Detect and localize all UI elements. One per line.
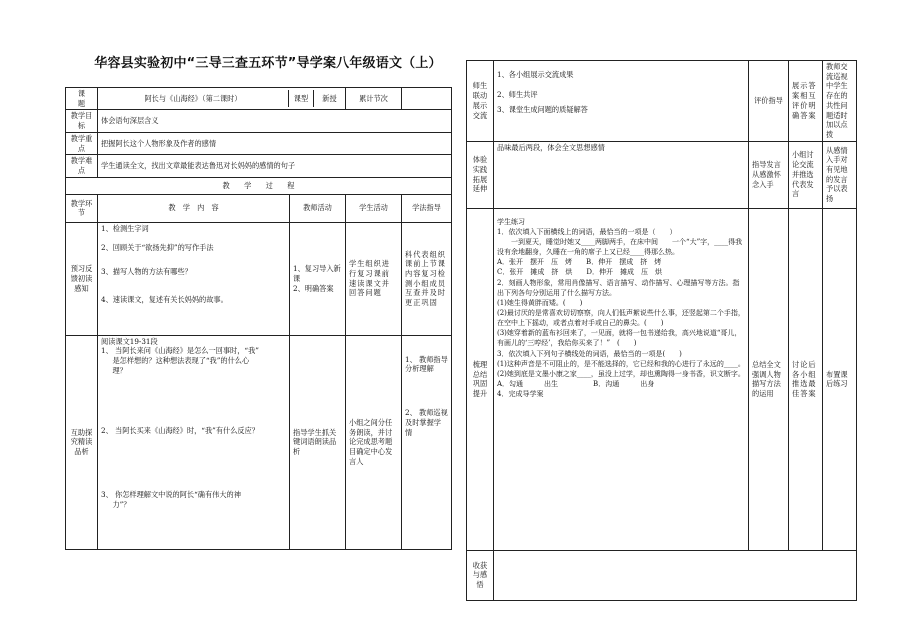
explore-row — [66, 335, 452, 549]
preview-stage: 预习反馈初读感知 — [66, 222, 98, 335]
explore-teacher: 指导学生抓关键词语朗读品析 — [290, 335, 346, 549]
consolidate-guide: 布置课后练习 — [823, 208, 857, 550]
experience-text: 品味最后两段，体会全文思想感情 — [494, 141, 749, 208]
process-header-row — [66, 177, 452, 194]
explore-student: 小组之间分任务朗读，并讨论完成思考题目确定中心发言人 — [346, 335, 402, 549]
interaction-content — [494, 61, 749, 142]
interaction-stage: 师生联动展示交流 — [467, 61, 494, 142]
explore-guide-item: 1、 教师指导分析理解 — [405, 354, 448, 374]
question-1-text: 一到夏天，睡觉时她又____两脚两手，在床中间 一个“大”字，____得我没有余地翻身，久睡在一角的席子上又已经____得那么热。 — [497, 238, 743, 257]
column-header-row — [66, 194, 452, 222]
left-lesson-plan-table — [65, 87, 452, 550]
key-label: 教学重点 — [66, 132, 98, 154]
question-2: 2．刻画人物形象，常用肖像描写、语言描写、动作描写、心理描写等方法。指出下列各句分别运用了什么描写方法。 — [497, 278, 740, 297]
col-content-header: 教 学 内 容 — [98, 194, 290, 222]
difficulty-text: 学生通读全文，找出文章最能表达鲁迅对长妈妈的感情的句子 — [98, 155, 452, 177]
preview-row — [66, 222, 452, 335]
course-type-value: 新授 — [313, 90, 345, 107]
question-1-option-ab: A．张开 摆开 压 烤 B．伸开 摆成 挤 烤 — [497, 258, 662, 267]
practice-title: 学生练习 — [497, 217, 525, 226]
col-student-header: 学生活动 — [346, 194, 402, 222]
preview-teacher: 1、复习导入新课 2、明确答案 — [290, 222, 346, 335]
consolidate-teacher: 总结全文强调人物描写方法的运用 — [749, 208, 789, 550]
key-row — [66, 132, 452, 154]
course-hours-label: 累计节次 — [346, 88, 402, 110]
consolidate-student: 讨论后各小组推选最佳答案 — [789, 208, 823, 550]
consolidate-content — [494, 208, 749, 550]
preview-content — [98, 222, 290, 335]
preview-student: 学生组织进行复习课前速读课文并回答问题 — [346, 222, 402, 335]
harvest-content — [494, 550, 857, 600]
interaction-note: 教师交流巡视中学生存在的共性问题适时加以点拨 — [823, 61, 857, 142]
question-4: 4．完成导学案 — [497, 390, 544, 399]
interaction-student: 展示答案相互评价明确答案 — [789, 61, 823, 142]
experience-teacher: 指导发言从感激怀念入手 — [749, 141, 789, 208]
process-header: 教 学 过 程 — [66, 177, 452, 194]
question-2-item: (3)她穿着新的蓝布衫回来了，一见面，就将一包书递给我，高兴地说道“哥儿，有画儿的‘三哼经’，我给你买来了！” ( ) — [497, 329, 742, 348]
interaction-item: 3、课堂生成问题的质疑解答 — [497, 105, 588, 115]
goal-label: 教学目标 — [66, 110, 98, 132]
interaction-row — [467, 61, 857, 142]
explore-stage: 互助探究精读品析 — [66, 335, 98, 549]
explore-intro: 阅读课文19-31段 — [101, 336, 158, 346]
course-row — [66, 88, 452, 110]
question-3-item: (2)她到底是文墨小康之家____，虽没上过学，却也熏陶得一身书香，识文断字。 — [497, 369, 745, 378]
explore-item: 3、 你怎样理解文中说的阿长“确有伟大的神 力”？ — [101, 490, 241, 510]
explore-guide-item: 2、 教师巡视及时掌握学情 — [405, 408, 448, 437]
question-3: 3．依次填入下列句子横线处的词语，最恰当的一项是( ) — [497, 349, 682, 358]
harvest-stage: 收获与感悟 — [467, 550, 494, 600]
explore-content — [98, 335, 290, 549]
question-2-item: (1)她生得黄胖而矮。( ) — [497, 298, 583, 307]
preview-guide: 科代表组织课前上节课内容复习检测小组成员互查并及时更正巩固 — [402, 222, 452, 335]
experience-stage: 体验实践拓展延伸 — [467, 141, 494, 208]
preview-item: 4、速读课文，复述有关长妈妈的故事。 — [101, 294, 228, 304]
explore-item: 2、 当阿长买来《山海经》时，“我”有什么反应？ — [101, 425, 259, 435]
course-type-label: 课型 — [293, 94, 309, 104]
consolidate-stage: 梳理总结巩固提升 — [467, 208, 494, 550]
course-hours-value — [402, 88, 452, 110]
key-text: 把握阿长这个人物形象及作者的感情 — [98, 132, 452, 154]
col-guide-header: 学法指导 — [402, 194, 452, 222]
col-stage-header: 教学环节 — [66, 194, 98, 222]
course-topic: 阿长与《山海经》（第二课时） — [144, 94, 242, 104]
question-3-options: A．勾通 出生 B．沟通 出身 — [497, 380, 655, 388]
consolidate-row — [467, 208, 857, 550]
course-label: 课 题 — [66, 88, 98, 110]
preview-item: 3、描写人物的方法有哪些？ — [101, 267, 192, 277]
interaction-item: 1、各小组展示交流成果 — [497, 70, 574, 79]
question-2-item: (2)最讨厌的是常喜欢切切察察，向人们低声絮说些什么事，还竖起第二个手指，在空中上下摇动，或者点着对手或自己的鼻尖。( ) — [497, 309, 745, 328]
interaction-item: 2、师生共评 — [497, 89, 538, 99]
question-3-item: (1)这种声音是不可阻止的，是不能选择的，它已经和我的心进行了永远的____。 — [497, 359, 745, 368]
difficulty-row — [66, 155, 452, 177]
question-1-option-cd: C．张开 摊成 挤 烘 D．伸开 摊成 压 烘 — [497, 268, 662, 277]
experience-guide: 从感情入手对有见地的发言予以表扬 — [823, 141, 857, 208]
interaction-guide: 评价指导 — [749, 61, 789, 142]
preview-item: 2、回顾关于“欲扬先抑”的写作手法 — [101, 243, 214, 253]
right-lesson-plan-table — [466, 60, 857, 601]
harvest-row — [467, 550, 857, 600]
page-title: 华容县实验初中“三导三查五环节”导学案八年级语文（上） — [94, 56, 442, 71]
explore-guide — [402, 335, 452, 549]
difficulty-label: 教学难点 — [66, 155, 98, 177]
goal-text: 体会语句深层含义 — [98, 110, 452, 132]
explore-item: 1、 当阿长来问《山海经》是怎么一回事时，“我” 是怎样想的？这种想法表现了“我”的什么心 理？ — [101, 346, 259, 375]
preview-item: 1、检测生字词 — [101, 223, 149, 233]
experience-student: 小组讨论交流并推选代表发言 — [789, 141, 823, 208]
col-teacher-header: 教师活动 — [290, 194, 346, 222]
experience-row — [467, 141, 857, 208]
question-1: 1．依次填入下面横线上的词语，最恰当的一项是（ ） — [497, 227, 677, 236]
goal-row — [66, 110, 452, 132]
